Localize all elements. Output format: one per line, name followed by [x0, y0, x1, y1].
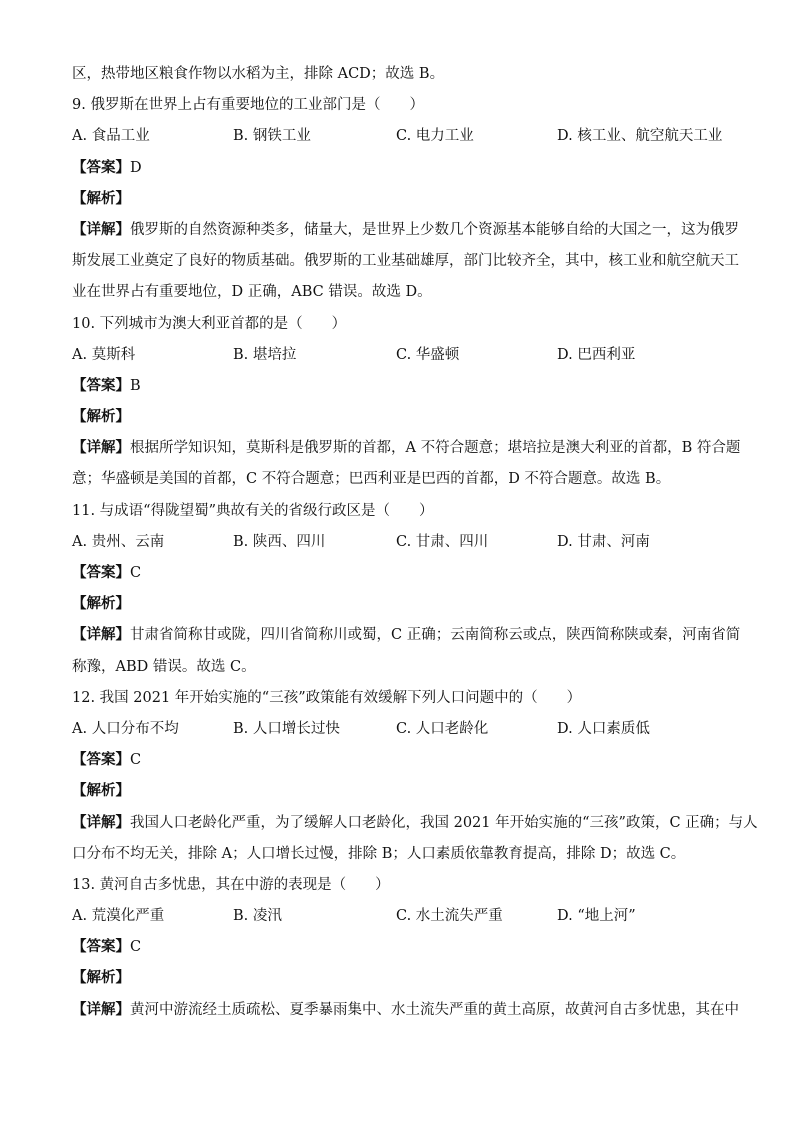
question-stem: 10. 下列城市为澳大利亚首都的是（ ） — [72, 315, 347, 332]
detail-tag: 【详解】 — [72, 813, 130, 831]
answer-tag: 【答案】 — [72, 158, 130, 176]
detail-text: 甘肃省简称甘或陇，四川省简称川或蜀，C 正确；云南简称云或点，陕西简称陕或秦，河南省简 — [130, 627, 741, 644]
option-c: C. 华盛顿 — [396, 346, 460, 363]
detail-text: 根据所学知识知，莫斯科是俄罗斯的首都，A 不符合题意；堪培拉是澳大利亚的首都，B 符合题 — [130, 440, 741, 457]
question-stem: 11. 与成语“得陇望蜀”典故有关的省级行政区是（ ） — [72, 502, 434, 519]
detail-text: 我国人口老龄化严重，为了缓解人口老龄化，我国 2021 年开始实施的“三孩”政策，C 正确；与人 — [130, 814, 758, 831]
answer-line — [72, 376, 732, 407]
analysis-tag: 【解析】 — [72, 189, 130, 207]
question-options — [72, 345, 732, 376]
option-b: B. 堪培拉 — [233, 346, 297, 363]
question-stem: 13. 黄河自古多忧患，其在中游的表现是（ ） — [72, 876, 390, 893]
option-d: D. 甘肃、河南 — [557, 533, 650, 550]
detail-line — [72, 438, 741, 469]
detail-line — [72, 625, 741, 656]
option-b: B. 凌汛 — [233, 908, 282, 925]
answer-tag: 【答案】 — [72, 564, 130, 581]
option-c: C. 甘肃、四川 — [396, 533, 489, 550]
intro-text: 区，热带地区粮食作物以水稻为主，排除 ACD；故选 B。 — [72, 66, 445, 82]
detail-line: 称豫，ABD 错误。故选 C。 — [72, 658, 256, 675]
answer-tag: 【答案】 — [72, 938, 130, 956]
question-options — [72, 719, 732, 750]
option-b: B. 陕西、四川 — [233, 533, 326, 550]
question-options — [72, 126, 732, 157]
option-d: D. “地上河” — [557, 908, 636, 925]
answer-value: D — [130, 159, 142, 176]
answer-tag: 【答案】 — [72, 751, 130, 769]
document-page — [72, 64, 758, 1031]
answer-line — [72, 750, 732, 781]
option-a: A. 食品工业 — [72, 128, 150, 145]
analysis-tag: 【解析】 — [72, 408, 130, 426]
detail-line: 口分布不均无关，排除 A；人口增长过慢，排除 B；人口素质依靠教育提高，排除 D；故选 C。 — [72, 845, 686, 862]
analysis-tag: 【解析】 — [72, 595, 130, 613]
option-c: C. 水土流失严重 — [396, 908, 503, 925]
analysis-tag: 【解析】 — [72, 782, 130, 800]
option-a: A. 莫斯科 — [72, 346, 136, 363]
answer-line — [72, 158, 732, 189]
detail-line: 业在世界占有重要地位，D 正确，ABC 错误。故选 D。 — [72, 284, 432, 301]
option-d: D. 核工业、航空航天工业 — [557, 128, 723, 145]
option-c: C. 人口老龄化 — [396, 720, 489, 737]
detail-line: 斯发展工业奠定了良好的物质基础。俄罗斯的工业基础雄厚，部门比较齐全，其中，核工业和航空航天工 — [72, 253, 739, 270]
detail-line — [72, 220, 739, 251]
option-a: A. 人口分布不均 — [72, 720, 179, 737]
detail-tag: 【详解】 — [72, 220, 130, 238]
question-options — [72, 906, 732, 937]
option-a: A. 贵州、云南 — [72, 533, 165, 550]
answer-line — [72, 563, 732, 594]
detail-tag: 【详解】 — [72, 626, 130, 644]
option-d: D. 人口素质低 — [557, 720, 650, 737]
option-b: B. 人口增长过快 — [233, 720, 340, 737]
detail-line — [72, 1000, 739, 1031]
question-stem: 9. 俄罗斯在世界上占有重要地位的工业部门是（ ） — [72, 97, 424, 114]
option-b: B. 钢铁工业 — [233, 128, 311, 145]
question-options — [72, 532, 732, 563]
detail-line — [72, 813, 758, 844]
answer-value: C — [130, 939, 142, 956]
answer-value: B — [130, 377, 141, 394]
detail-text: 俄罗斯的自然资源种类多，储量大，是世界上少数几个资源基本能够自给的大国之一，这为俄罗 — [130, 221, 739, 238]
question-stem: 12. 我国 2021 年开始实施的“三孩”政策能有效缓解下列人口问题中的（ ） — [72, 689, 582, 706]
analysis-tag: 【解析】 — [72, 969, 130, 987]
detail-tag: 【详解】 — [72, 439, 130, 457]
option-c: C. 电力工业 — [396, 128, 474, 145]
answer-value: C — [130, 752, 142, 769]
option-a: A. 荒漠化严重 — [72, 908, 165, 925]
detail-tag: 【详解】 — [72, 1000, 130, 1018]
answer-tag: 【答案】 — [72, 376, 130, 394]
answer-value: C — [130, 565, 142, 581]
detail-line: 意；华盛顿是美国的首都，C 不符合题意；巴西利亚是巴西的首都，D 不符合题意。故选 B。 — [72, 471, 671, 488]
detail-text: 黄河中游流经土质疏松、夏季暴雨集中、水土流失严重的黄土高原，故黄河自古多忧患，其在中 — [130, 1001, 739, 1018]
option-d: D. 巴西利亚 — [557, 346, 636, 363]
answer-line — [72, 937, 732, 968]
